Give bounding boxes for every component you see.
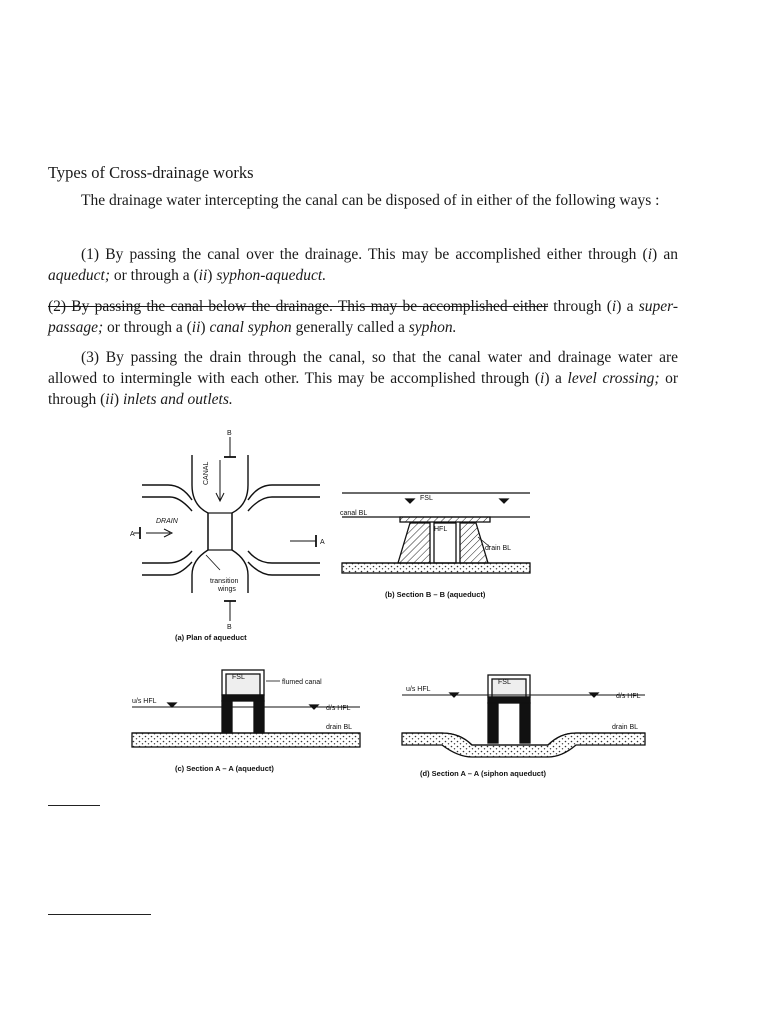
p3-text-a: (3) By passing the drain through the canal, so that the canal water and drainage water are allowed to intermingle with each other. This may be accomplished through ( xyxy=(48,349,678,387)
p3-term-inlets-outlets: inlets and outlets. xyxy=(122,391,233,408)
plan-of-aqueduct xyxy=(134,437,320,621)
c-fsl-label: FSL xyxy=(232,674,245,681)
p2-text-b: ) a xyxy=(616,298,639,315)
p3-text-b: ) a xyxy=(544,370,568,387)
d-drain-bl-label: drain BL xyxy=(612,724,639,731)
b-fsl-label: FSL xyxy=(420,495,433,502)
p2-term-canal-syphon: canal syphon xyxy=(209,319,292,336)
d-ds-hfl-label: d/s HFL xyxy=(616,693,641,700)
section-heading: Types of Cross-drainage works xyxy=(48,163,254,182)
p3-numeral-i: i xyxy=(540,370,545,387)
p1-text-a: (1) By passing the canal over the drainage. This may be accomplished either through ( xyxy=(81,246,648,263)
plan-wings-label: wings xyxy=(218,586,236,593)
plan-marker-a-right: A xyxy=(320,539,325,546)
b-canal-bl-label: canal BL xyxy=(340,510,368,517)
intro-paragraph: The drainage water intercepting the canal can be disposed of in either of the following ways : xyxy=(81,192,660,209)
p2-struck-text: (2) By passing the canal below the drainage. This may be accomplished either xyxy=(48,298,549,315)
section-a-a-siphon-aqueduct xyxy=(402,675,645,757)
d-caption: (d) Section A – A (siphon aqueduct) xyxy=(420,769,546,778)
p2-text-e: generally called a xyxy=(291,319,409,336)
p2-term-super-passage: super-passage; xyxy=(48,298,678,336)
paragraph-option-1 xyxy=(48,244,678,286)
footnote-rule-long xyxy=(48,914,151,915)
aqueduct-drawings xyxy=(120,425,660,795)
plan-marker-b-top: B xyxy=(227,430,232,437)
b-drain-bl-label: drain BL xyxy=(485,545,512,552)
p3-term-level-crossing: level crossing; xyxy=(567,370,660,387)
d-fsl-label: FSL xyxy=(498,679,511,686)
p2-numeral-i: i xyxy=(611,298,617,315)
p1-numeral-i: i xyxy=(647,246,653,263)
c-us-hfl-label: u/s HFL xyxy=(132,698,157,705)
section-b-b xyxy=(342,493,530,573)
aqueduct-figure xyxy=(120,425,660,795)
b-caption: (b) Section B – B (aqueduct) xyxy=(385,590,486,599)
plan-canal-label: CANAL xyxy=(203,461,210,485)
p2-text-c: or through a ( xyxy=(103,319,192,336)
plan-marker-a-left: A xyxy=(130,531,135,538)
plan-drain-label: DRAIN xyxy=(156,518,178,525)
d-us-hfl-label: u/s HFL xyxy=(406,686,431,693)
c-caption: (c) Section A – A (aqueduct) xyxy=(175,764,274,773)
p1-text-c: or through a ( xyxy=(109,267,199,284)
p3-text-d: ) xyxy=(113,391,123,408)
c-drain-bl-label: drain BL xyxy=(326,724,353,731)
p3-numeral-ii: ii xyxy=(105,391,114,408)
plan-transition-label: transition xyxy=(210,578,239,585)
p1-term-aqueduct: aqueduct; xyxy=(48,267,110,284)
p2-text-a: through ( xyxy=(548,298,612,315)
c-flumed-canal-label: flumed canal xyxy=(282,679,322,686)
p1-text-b: ) an xyxy=(652,246,678,263)
footnote-rule-short xyxy=(48,805,100,806)
plan-marker-b-bottom: B xyxy=(227,624,232,631)
b-hfl-label: HFL xyxy=(434,526,448,533)
paragraph-option-2 xyxy=(48,296,678,338)
p2-text-d: ) xyxy=(200,319,210,336)
p1-numeral-ii: ii xyxy=(198,267,208,284)
p2-numeral-ii: ii xyxy=(191,319,201,336)
p1-term-syphon-aqueduct: syphon-aqueduct. xyxy=(216,267,327,284)
paragraph-option-3 xyxy=(48,347,678,410)
p1-text-d: ) xyxy=(207,267,217,284)
c-ds-hfl-label: d/s HFL xyxy=(326,705,351,712)
p3-text-c: or through ( xyxy=(48,370,678,408)
plan-caption: (a) Plan of aqueduct xyxy=(175,633,247,642)
p2-term-syphon: syphon. xyxy=(408,319,457,336)
